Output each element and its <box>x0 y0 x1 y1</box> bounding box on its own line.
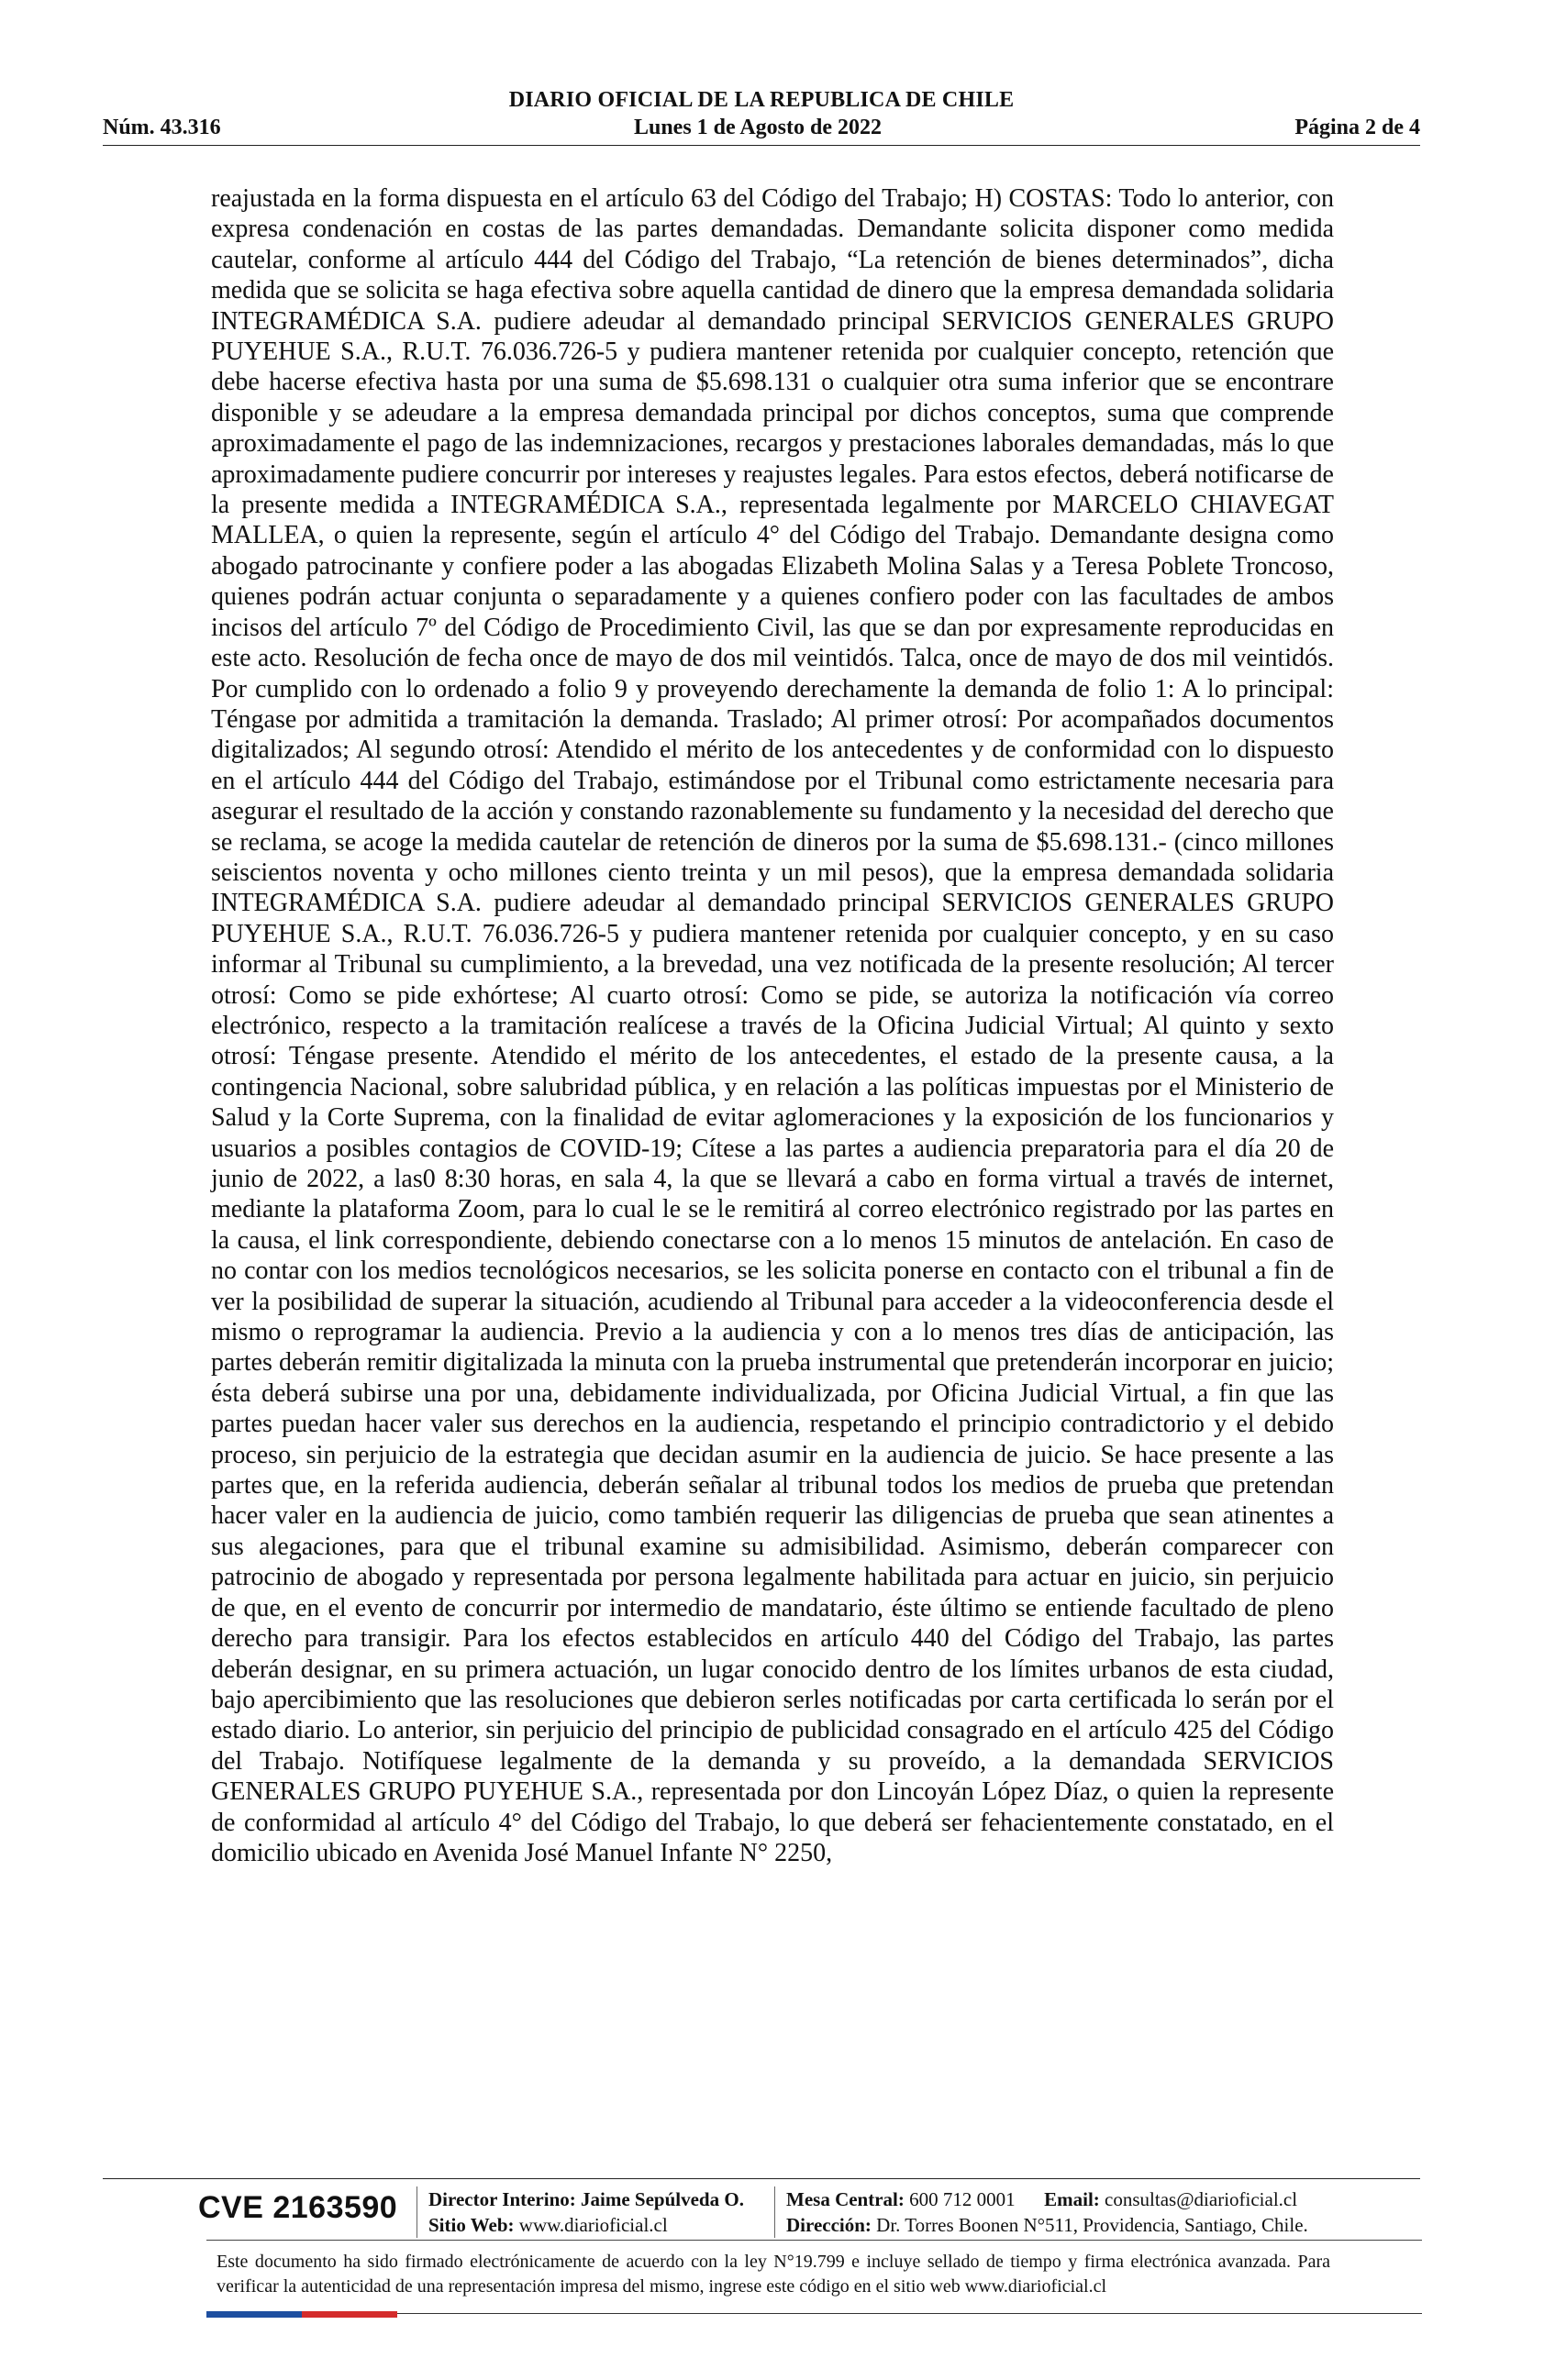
address-line <box>786 2212 1308 2238</box>
website-link[interactable]: www.diarioficial.cl <box>518 2214 668 2236</box>
cve-code: CVE 2163590 <box>198 2190 398 2225</box>
issue-number: Núm. 43.316 <box>103 116 221 139</box>
website-label: Sitio Web: <box>428 2214 515 2236</box>
footer-divider-mid <box>206 2240 1422 2241</box>
flag-stripe-red <box>302 2311 397 2318</box>
address-value: Dr. Torres Boonen N°511, Providencia, Santiago, Chile. <box>876 2214 1308 2236</box>
email-link[interactable]: consultas@diarioficial.cl <box>1105 2188 1298 2210</box>
address-label: Dirección: <box>786 2214 872 2236</box>
director-name: Jaime Sepúlveda O. <box>581 2188 744 2210</box>
website-line <box>428 2212 744 2238</box>
mesa-phone: 600 712 0001 <box>909 2188 1016 2210</box>
legal-notice: Este documento ha sido firmado electrónicamente de acuerdo con la ley N°19.799 e incluye sellado de tiempo y firma electrónica avanzada. Para verificar la autenticidad de una representación impresa del mismo, ingrese este código en el sitio web www.diarioficial.cl <box>217 2252 1330 2297</box>
header-meta-row <box>103 116 1420 140</box>
contact-line <box>786 2186 1308 2212</box>
director-line <box>428 2186 744 2212</box>
body-paragraph: reajustada en la forma dispuesta en el artículo 63 del Código del Trabajo; H) COSTAS: Todo lo anterior, con expresa condenación en costas de las partes demandadas. Demandante solicita disponer como medida cautelar, conforme al artículo 444 del Código del Trabajo, “La retención de bienes determinados”, dicha medida que se solicita se haga efectiva sobre aquella cantidad de dinero que la empresa demandada solidaria INTEGRAMÉDICA S.A. pudiere adeudar al demandado principal SERVICIOS GENERALES GRUPO PUYEHUE S.A., R.U.T. 76.036.726-5 y pudiera mantener retenida por cualquier concepto, retención que debe hacerse efectiva hasta por una suma de $5.698.131 o cualquier otra suma inferior que se encontrare disponible y se adeudare a la empresa demandada principal por dichos conceptos, suma que comprende aproximadamente el pago de las indemnizaciones, recargos y prestaciones laborales demandadas, más lo que aproximadamente pudiere concurrir por intereses y reajustes legales. Para estos efectos, deberá notificarse de la presente medida a INTEGRAMÉDICA S.A., representada legalmente por MARCELO CHIAVEGAT MALLEA, o quien la represente, según el artículo 4° del Código del Trabajo. Demandante designa como abogado patrocinante y confiere poder a las abogadas Elizabeth Molina Salas y a Teresa Poblete Troncoso, quienes podrán actuar conjunta o separadamente y a quienes confiero poder con las facultades de ambos incisos del artículo 7º del Código de Procedimiento Civil, las que se dan por expresamente reproducidas en este acto. Resolución de fecha once de mayo de dos mil veintidós. Talca, once de mayo de dos mil veintidós. Por cumplido con lo ordenado a folio 9 y proveyendo derechamente la demanda de folio 1: A lo principal: Téngase por admitida a tramitación la demanda. Traslado; Al primer otrosí: Por acompañados documentos digitalizados; Al segundo otrosí: Atendido el mérito de los antecedentes y de conformidad con lo dispuesto en el artículo 444 del Código del Trabajo, estimándose por el Tribunal como estrictamente necesaria para asegurar el resultado de la acción y constando razonablemente su fundamento y la necesidad del derecho que se reclama, se acoge la medida cautelar de retención de dineros por la suma de $5.698.131.- (cinco millones seiscientos noventa y ocho millones ciento treinta y un mil pesos), que la empresa demandada solidaria INTEGRAMÉDICA S.A. pudiere adeudar al demandado principal SERVICIOS GENERALES GRUPO PUYEHUE S.A., R.U.T. 76.036.726-5 y pudiera mantener retenida por cualquier concepto, y en su caso informar al Tribunal su cumplimiento, a la brevedad, una vez notificada de la presente resolución; Al tercer otrosí: Como se pide exhórtese; Al cuarto otrosí: Como se pide, se autoriza la notificación vía correo electrónico, respecto a la tramitación realícese a través de la Oficina Judicial Virtual; Al quinto y sexto otrosí: Téngase presente. Atendido el mérito de los antecedentes, el estado de la presente causa, a la contingencia Nacional, sobre salubridad pública, y en relación a las políticas impuestas por el Ministerio de Salud y la Corte Suprema, con la finalidad de evitar aglomeraciones y la exposición de los funcionarios y usuarios a posibles contagios de COVID-19; Cítese a las partes a audiencia preparatoria para el día 20 de junio de 2022, a las0 8:30 horas, en sala 4, la que se llevará a cabo en forma virtual a través de internet, mediante la plataforma Zoom, para lo cual le se le remitirá al correo electrónico registrado por las partes en la causa, el link correspondiente, debiendo conectarse con a lo menos 15 minutos de antelación. En caso de no contar con los medios tecnológicos necesarios, se les solicita ponerse en contacto con el tribunal a fin de ver la posibilidad de superar la situación, acudiendo al Tribunal para acceder a la videoconferencia desde el mismo o reprogramar la audiencia. Previo a la audiencia y con a lo menos tres días de anticipación, las partes deberán remitir digitalizada la minuta con la prueba instrumental que pretenderán incorporar en juicio; ésta deberá subirse una por una, debidamente individualizada, por Oficina Judicial Virtual, a fin que las partes puedan hacer valer sus derechos en la audiencia, respetando el principio contradictorio y el debido proceso, sin perjuicio de la estrategia que decidan asumir en la audiencia de juicio. Se hace presente a las partes que, en la referida audiencia, deberán señalar al tribunal todos los medios de prueba que pretendan hacer valer en la audiencia de juicio, como también requerir las diligencias de prueba que sean atinentes a sus alegaciones, para que el tribunal examine su admisibilidad. Asimismo, deberán comparecer con patrocinio de abogado y representada por persona legalmente habilitada para actuar en juicio, sin perjuicio de que, en el evento de concurrir por intermedio de mandatario, éste último se entiende facultado de pleno derecho para transigir. Para los efectos establecidos en artículo 440 del Código del Trabajo, las partes deberán designar, en su primera actuación, un lugar conocido dentro de los límites urbanos de esta ciudad, bajo apercibimiento que las resoluciones que debieron serles notificadas por carta certificada lo serán por el estado diario. Lo anterior, sin perjuicio del principio de publicidad consagrado en el artículo 425 del Código del Trabajo. Notifíquese legalmente de la demanda y su proveído, a la demandada SERVICIOS GENERALES GRUPO PUYEHUE S.A., representada por don Lincoyán López Díaz, o quien la represente de conformidad al artículo 4° del Código del Trabajo, lo que deberá ser fehacientemente constatado, en el domicilio ubicado en Avenida José Manuel Infante N° 2250, <box>211 184 1334 1867</box>
newspaper-title: DIARIO OFICIAL DE LA REPUBLICA DE CHILE <box>508 88 1015 112</box>
footer-contact-block <box>774 2186 1308 2238</box>
page-indicator: Página 2 de 4 <box>1294 116 1420 139</box>
page-header <box>103 84 1420 150</box>
footer-director-block <box>417 2186 744 2238</box>
email-label: Email: <box>1044 2188 1100 2210</box>
issue-date: Lunes 1 de Agosto de 2022 <box>633 116 883 139</box>
header-divider <box>103 145 1420 146</box>
footer-bottom-line <box>397 2313 1422 2314</box>
mesa-label: Mesa Central: <box>786 2188 905 2210</box>
director-label: Director Interino: <box>428 2188 576 2210</box>
document-body <box>211 183 1334 1868</box>
footer-divider-top <box>103 2178 1420 2179</box>
flag-stripe-blue <box>206 2311 302 2318</box>
